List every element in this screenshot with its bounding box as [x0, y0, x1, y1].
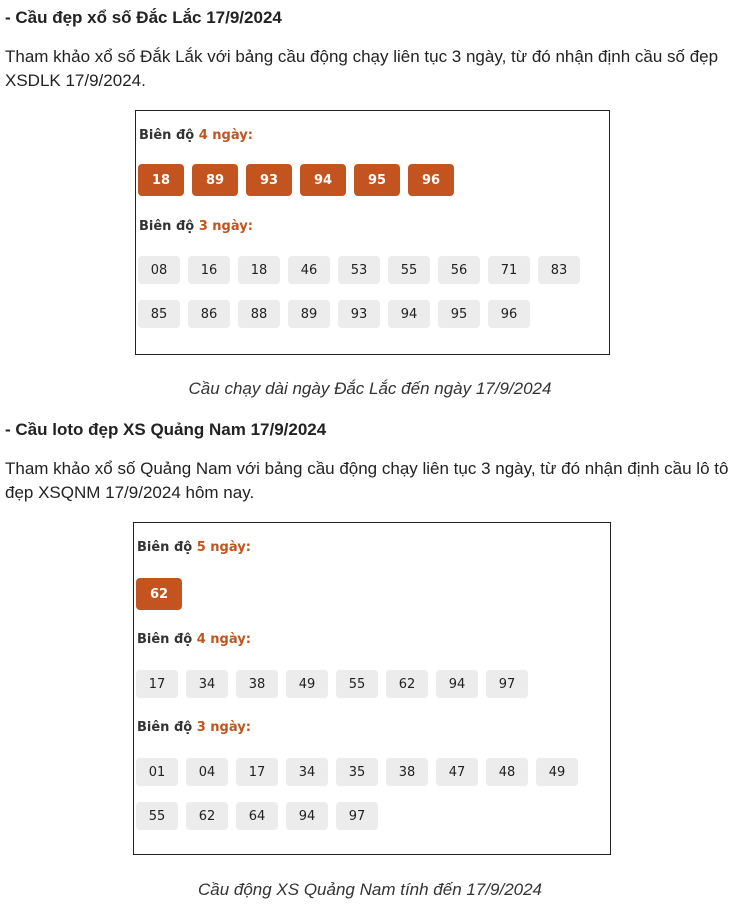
number-chip: 86	[188, 300, 230, 328]
label-prefix: Biên độ	[137, 720, 193, 735]
number-chip: 55	[336, 670, 378, 698]
number-chip: 49	[286, 670, 328, 698]
number-chip: 94	[286, 802, 328, 830]
number-chip: 17	[136, 670, 178, 698]
number-chip: 18	[138, 164, 184, 196]
number-chip: 34	[186, 670, 228, 698]
label-prefix: Biên độ	[137, 540, 193, 555]
section1-description: Tham khảo xổ số Đắk Lắk với bảng cầu động chạy liên tục 3 ngày, từ đó nhận định cầu số đẹp XSDLK 17/9/2024.	[5, 47, 719, 90]
number-chip: 71	[488, 256, 530, 284]
number-chip: 55	[388, 256, 430, 284]
number-chip: 18	[238, 256, 280, 284]
group-label-3-days	[137, 720, 251, 735]
section1-heading: - Cầu đẹp xổ số Đắc Lắc 17/9/2024	[5, 8, 282, 27]
section2-caption: Cầu động XS Quảng Nam tính đến 17/9/2024	[197, 880, 543, 899]
number-chip: 93	[338, 300, 380, 328]
section2-description: Tham khảo xổ số Quảng Nam với bảng cầu động chạy liên tục 3 ngày, từ đó nhận định cầu lô tô đẹp XSQNM 17/9/2024 hôm nay.	[5, 459, 729, 502]
number-chip: 34	[286, 758, 328, 786]
number-chip: 85	[138, 300, 180, 328]
number-chip: 94	[388, 300, 430, 328]
number-chip: 89	[192, 164, 238, 196]
label-prefix: Biên độ	[139, 219, 195, 234]
number-chip: 97	[336, 802, 378, 830]
number-chip: 62	[136, 578, 182, 610]
label-days: 5 ngày:	[196, 540, 251, 555]
label-prefix: Biên độ	[139, 128, 195, 143]
number-chip: 38	[236, 670, 278, 698]
number-row	[136, 758, 578, 786]
label-days: 4 ngày:	[196, 632, 251, 647]
number-chip: 62	[386, 670, 428, 698]
number-chip: 95	[354, 164, 400, 196]
number-chip: 96	[408, 164, 454, 196]
number-chip: 64	[236, 802, 278, 830]
label-days: 3 ngày:	[198, 219, 253, 234]
number-chip: 35	[336, 758, 378, 786]
number-row	[136, 670, 528, 698]
number-chip: 94	[436, 670, 478, 698]
number-chip: 55	[136, 802, 178, 830]
number-row	[138, 256, 580, 284]
section2-table	[133, 522, 611, 855]
number-row	[138, 300, 530, 328]
label-days: 4 ngày:	[198, 128, 253, 143]
number-chip: 89	[288, 300, 330, 328]
number-chip: 96	[488, 300, 530, 328]
section1-caption: Cầu chạy dài ngày Đắc Lắc đến ngày 17/9/2024	[188, 379, 552, 398]
number-chip: 94	[300, 164, 346, 196]
number-row	[138, 164, 454, 196]
number-row	[136, 802, 378, 830]
number-chip: 01	[136, 758, 178, 786]
number-chip: 93	[246, 164, 292, 196]
number-chip: 88	[238, 300, 280, 328]
number-chip: 47	[436, 758, 478, 786]
number-chip: 53	[338, 256, 380, 284]
number-chip: 49	[536, 758, 578, 786]
number-chip: 46	[288, 256, 330, 284]
group-label-4-days	[137, 632, 251, 647]
number-chip: 95	[438, 300, 480, 328]
label-days: 3 ngày:	[196, 720, 251, 735]
number-chip: 16	[188, 256, 230, 284]
number-chip: 08	[138, 256, 180, 284]
section1-table	[135, 110, 610, 355]
group-label-3-days	[139, 219, 253, 234]
number-chip: 48	[486, 758, 528, 786]
label-prefix: Biên độ	[137, 632, 193, 647]
number-chip: 17	[236, 758, 278, 786]
number-chip: 62	[186, 802, 228, 830]
number-chip: 38	[386, 758, 428, 786]
number-chip: 83	[538, 256, 580, 284]
number-chip: 56	[438, 256, 480, 284]
section2-heading: - Cầu loto đẹp XS Quảng Nam 17/9/2024	[5, 420, 327, 439]
group-label-5-days	[137, 540, 251, 555]
group-label-4-days	[139, 128, 253, 143]
number-chip: 04	[186, 758, 228, 786]
number-chip: 97	[486, 670, 528, 698]
number-row	[136, 578, 182, 610]
